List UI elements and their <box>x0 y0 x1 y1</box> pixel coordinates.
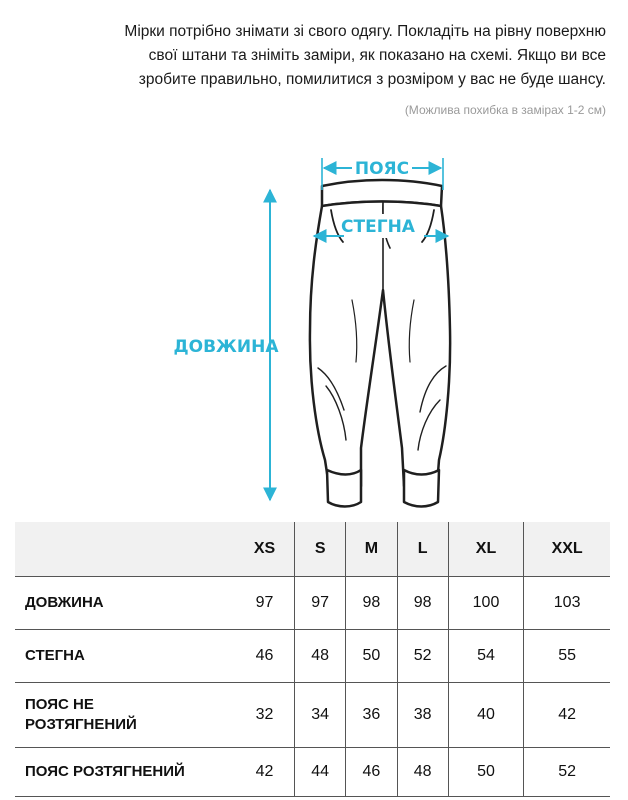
pants-measurement-diagram <box>0 130 628 520</box>
row-label: СТЕГНА <box>15 630 235 683</box>
table-row-hips <box>15 630 610 683</box>
size-header-m: M <box>346 522 397 577</box>
row-label-line: ПОЯС НЕ <box>25 696 94 713</box>
measurement-error-note: (Можлива похибка в замірах 1-2 см) <box>404 103 606 117</box>
row-label <box>15 683 235 748</box>
table-cell: 42 <box>524 683 610 748</box>
table-cell: 50 <box>448 748 524 797</box>
table-cell: 48 <box>397 748 448 797</box>
table-cell: 46 <box>346 748 397 797</box>
size-header-xs: XS <box>235 522 295 577</box>
row-label-line: РОЗТЯГНЕНИЙ <box>25 716 137 733</box>
table-cell: 38 <box>397 683 448 748</box>
intro-text <box>26 20 606 92</box>
row-label: ПОЯС РОЗТЯГНЕНИЙ <box>15 748 235 797</box>
table-row-length <box>15 577 610 630</box>
size-header-xl: XL <box>448 522 524 577</box>
intro-line: Мірки потрібно знімати зі свого одягу. Покладіть на рівну поверхню <box>124 23 606 40</box>
size-header-l: L <box>397 522 448 577</box>
size-header-xxl: XXL <box>524 522 610 577</box>
table-corner <box>15 522 235 577</box>
table-cell: 48 <box>295 630 346 683</box>
table-cell: 97 <box>235 577 295 630</box>
intro-line: свої штани та зніміть заміри, як показано на схемі. Якщо ви все <box>148 47 606 64</box>
size-header-row <box>15 522 610 577</box>
right-cuff <box>404 470 439 507</box>
hips-label: СТЕГНА <box>341 217 415 237</box>
table-cell: 97 <box>295 577 346 630</box>
row-label: ДОВЖИНА <box>15 577 235 630</box>
table-cell: 54 <box>448 630 524 683</box>
intro-line: зробите правильно, помилитися з розміром у вас не буде шансу. <box>138 71 606 88</box>
table-cell: 34 <box>295 683 346 748</box>
table-cell: 98 <box>397 577 448 630</box>
table-row-waist-relaxed <box>15 683 610 748</box>
table-cell: 100 <box>448 577 524 630</box>
table-cell: 40 <box>448 683 524 748</box>
table-cell: 55 <box>524 630 610 683</box>
waist-label: ПОЯС <box>354 159 410 179</box>
size-header-s: S <box>295 522 346 577</box>
table-cell: 44 <box>295 748 346 797</box>
left-cuff <box>327 470 361 507</box>
size-chart-table <box>15 522 610 797</box>
table-cell: 98 <box>346 577 397 630</box>
pants-body <box>310 202 450 487</box>
table-cell: 103 <box>524 577 610 630</box>
length-label: ДОВЖИНА <box>173 337 279 357</box>
table-row-waist-stretched <box>15 748 610 797</box>
table-cell: 52 <box>524 748 610 797</box>
table-cell: 42 <box>235 748 295 797</box>
table-cell: 32 <box>235 683 295 748</box>
table-cell: 36 <box>346 683 397 748</box>
table-cell: 46 <box>235 630 295 683</box>
table-cell: 50 <box>346 630 397 683</box>
table-cell: 52 <box>397 630 448 683</box>
